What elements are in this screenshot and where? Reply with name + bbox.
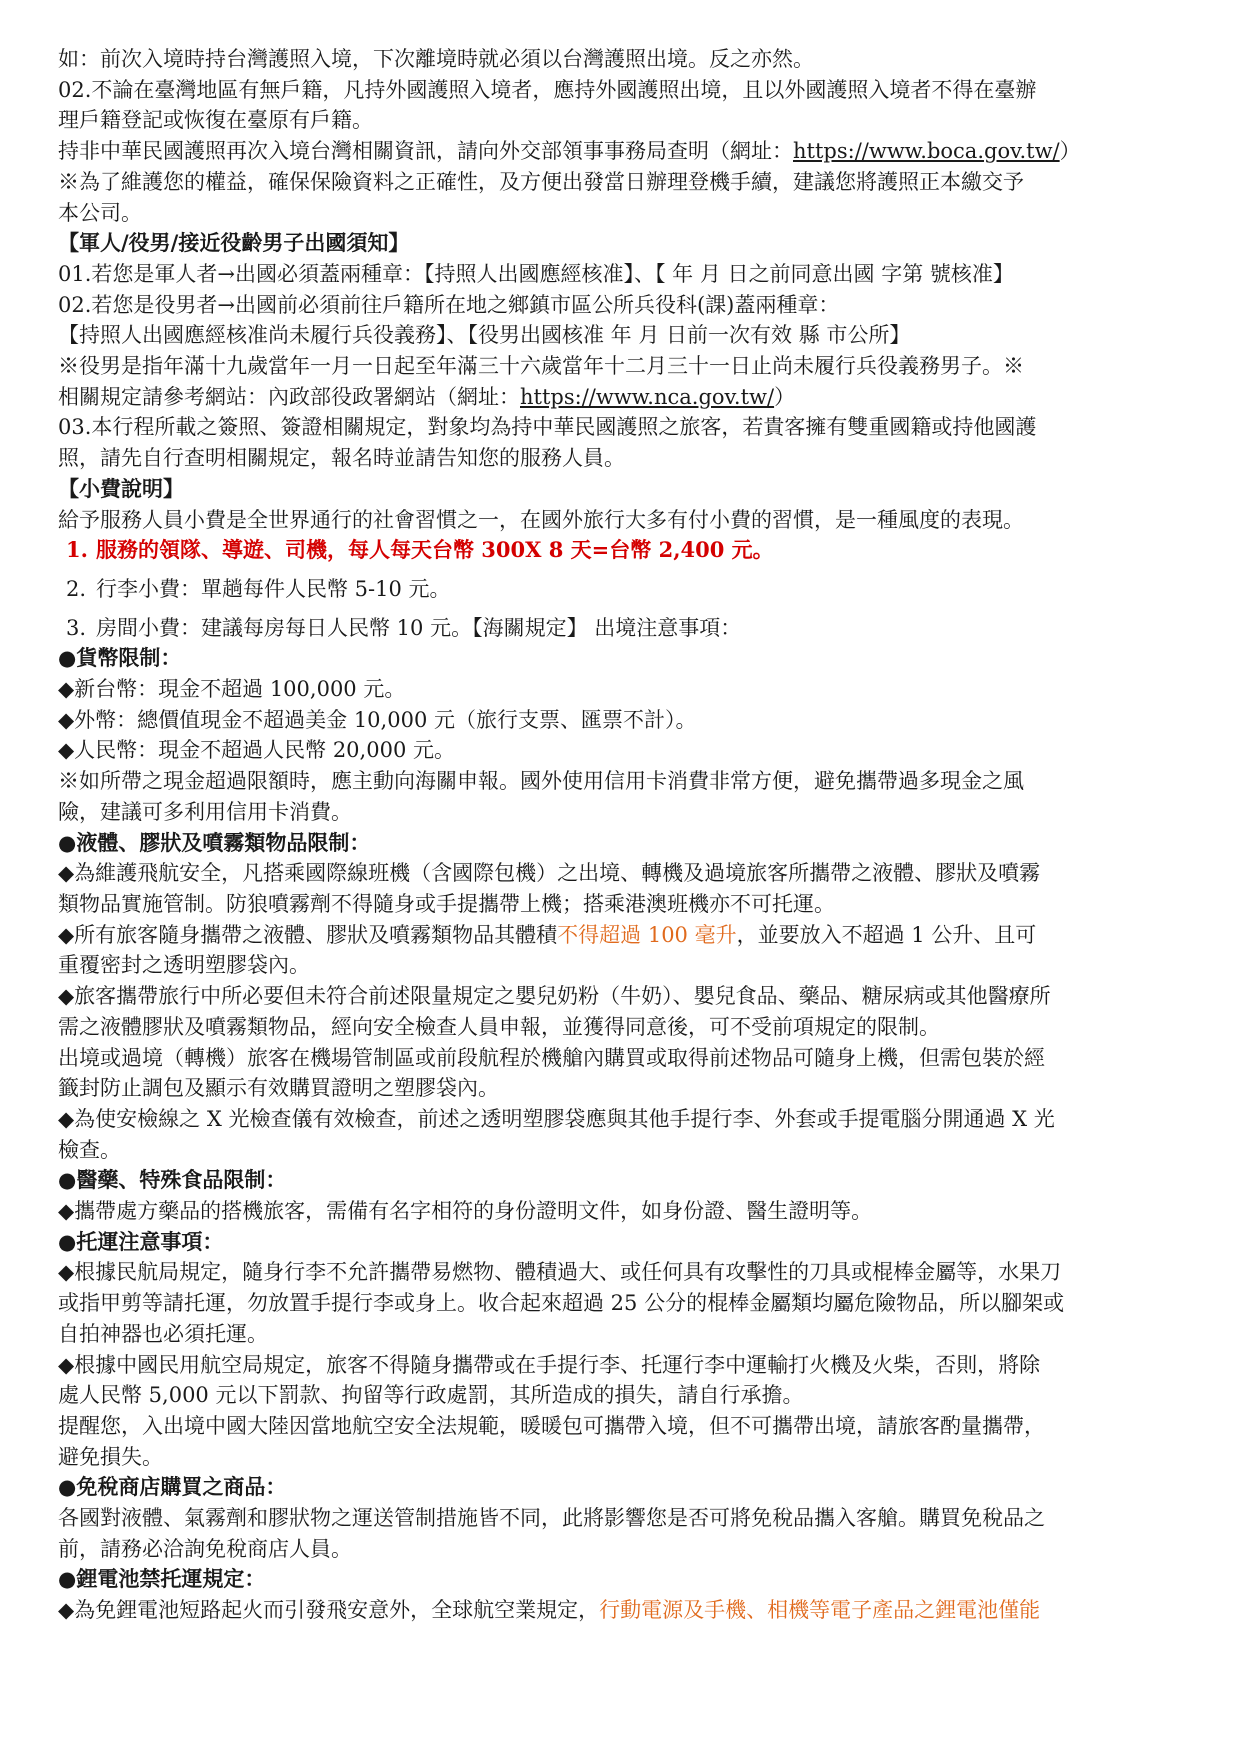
tip-item-text: 行李小費：單趟每件人民幣 5-10 元。 <box>96 576 451 601</box>
text-line: 各國對液體、氣霧劑和膠狀物之運送管制措施皆不同，此將影響您是否可將免稅品攜入客艙。購買免稅品之 <box>58 1506 1045 1531</box>
text-line: ※役男是指年滿十九歲當年一月一日起至年滿三十六歲當年十二月三十一日止尚未履行兵役義務男子。※ <box>58 354 1024 379</box>
text-line: ※如所帶之現金超過限額時，應主動向海關申報。國外使用信用卡消費非常方便，避免攜帶過多現金之風 <box>58 769 1024 794</box>
tip-item-text: 房間小費：建議每房每日人民幣 10 元。【海關規定】 出境注意事項： <box>96 615 742 640</box>
text-line: 或指甲剪等請托運，勿放置手提行李或身上。收合起來超過 25 公分的棍棒金屬類均屬危險物品，所以腳架或 <box>58 1291 1065 1316</box>
section-heading-military: 【軍人/役男/接近役齡男子出國須知】 <box>58 231 410 256</box>
text-line: ◆為維護飛航安全，凡搭乘國際線班機（含國際包機）之出境、轉機及過境旅客所攜帶之液體、膠狀及噴霧 <box>58 861 1041 886</box>
section-heading-liquids: ●液體、膠狀及噴霧類物品限制： <box>58 830 371 855</box>
item-number: 2. <box>66 576 87 601</box>
section-heading-tips: 【小費說明】 <box>58 476 184 501</box>
boca-link[interactable]: https://www.boca.gov.tw/ <box>793 139 1060 164</box>
nca-link[interactable]: https://www.nca.gov.tw/ <box>520 384 775 409</box>
highlight-text: 不得超過 100 毫升 <box>557 922 737 947</box>
text-span: ） <box>774 384 796 409</box>
text-line: ◆為使安檢線之 X 光檢查儀有效檢查，前述之透明塑膠袋應與其他手提行李、外套或手提電腦分開通過 X 光 <box>58 1106 1055 1131</box>
text-line: 處人民幣 5,000 元以下罰款、拘留等行政處罰，其所造成的損失，請自行承擔。 <box>58 1383 804 1408</box>
text-line: 自拍神器也必須托運。 <box>58 1321 268 1346</box>
text-line: 籤封防止調包及顯示有效購買證明之塑膠袋內。 <box>58 1076 499 1101</box>
text-span: 持非中華民國護照再次入境台灣相關資訊，請向外交部領事事務局查明（網址： <box>58 139 793 164</box>
section-heading-duty-free: ●免稅商店購買之商品： <box>58 1475 287 1500</box>
text-line: 如：前次入境時持台灣護照入境，下次離境時就必須以台灣護照出境。反之亦然。 <box>58 47 814 71</box>
item-number: 1. <box>66 537 88 563</box>
section-heading-lithium-battery: ●鋰電池禁托運規定： <box>58 1567 266 1592</box>
tip-item-2 <box>58 574 1188 605</box>
text-line: 出境或過境（轉機）旅客在機場管制區或前段航程於機艙內購買或取得前述物品可隨身上機，但需包裝於經 <box>58 1045 1045 1070</box>
text-line: 理戶籍登記或恢復在臺原有戶籍。 <box>58 108 373 133</box>
tip-item-text: 服務的領隊、導遊、司機，每人每天台幣 300X 8 天=台幣 2,400 元。 <box>96 537 774 563</box>
highlight-text: 行動電源及手機、相機等電子產品之鋰電池僅能 <box>599 1598 1041 1623</box>
text-line: 提醒您，入出境中國大陸因當地航空安全法規範，暖暖包可攜帶入境，但不可攜帶出境，請旅客酌量攜帶， <box>58 1413 1045 1438</box>
text-line: 險，建議可多利用信用卡消費。 <box>58 799 352 824</box>
text-line: 前，請務必洽詢免稅商店人員。 <box>58 1536 352 1561</box>
text-line: 【持照人出國應經核准尚未履行兵役義務】、【役男出國核准 年 月 日前一次有效 縣 市公所】 <box>58 323 911 348</box>
tip-item-3 <box>58 613 1188 644</box>
text-line <box>58 920 1188 951</box>
text-line: ◆外幣：總價值現金不超過美金 10,000 元（旅行支票、匯票不計）。 <box>58 707 697 732</box>
section-heading-checked-baggage: ●托運注意事項： <box>58 1229 224 1254</box>
text-line: ◆人民幣：現金不超過人民幣 20,000 元。 <box>58 738 455 763</box>
text-line: 01.若您是軍人者→出國必須蓋兩種章：【持照人出國應經核准】、【 年 月 日之前同意出國 字第 號核准】 <box>58 261 1014 286</box>
text-span: ◆為免鋰電池短路起火而引發飛安意外，全球航空業規定， <box>58 1598 600 1623</box>
item-number: 3. <box>66 615 87 640</box>
text-line: ◆根據中國民用航空局規定，旅客不得隨身攜帶或在手提行李、托運行李中運輸打火機及火柴，否則，將除 <box>58 1352 1041 1377</box>
text-line <box>58 136 1188 167</box>
text-line: 03.本行程所載之簽照、簽證相關規定，對象均為持中華民國護照之旅客，若貴客擁有雙重國籍或持他國護 <box>58 415 1037 440</box>
section-heading-currency: ●貨幣限制： <box>58 646 182 671</box>
text-span: ） <box>1059 139 1081 164</box>
text-line: 給予服務人員小費是全世界通行的社會習慣之一，在國外旅行大多有付小費的習慣，是一種風度的表現。 <box>58 507 1024 532</box>
section-heading-medicine: ●醫藥、特殊食品限制： <box>58 1168 287 1193</box>
text-span: ，並要放入不超過 1 公升、且可 <box>736 922 1037 947</box>
text-line: 類物品實施管制。防狼噴霧劑不得隨身或手提攜帶上機；搭乘港澳班機亦不可托運。 <box>58 891 835 916</box>
text-line: ◆攜帶處方藥品的搭機旅客，需備有名字相符的身份證明文件，如身份證、醫生證明等。 <box>58 1199 873 1224</box>
text-line <box>58 1595 1188 1626</box>
text-line: 照，請先自行查明相關規定，報名時並請告知您的服務人員。 <box>58 446 625 471</box>
document-page <box>58 44 1188 1626</box>
text-line <box>58 382 1188 413</box>
text-line: ※為了維護您的權益，確保保險資料之正確性，及方便出發當日辦理登機手續，建議您將護照正本繳交予 <box>58 169 1024 194</box>
text-line: 02.不論在臺灣地區有無戶籍，凡持外國護照入境者，應持外國護照出境，且以外國護照入境者不得在臺辦 <box>58 77 1037 102</box>
tip-item-1 <box>58 535 1188 566</box>
text-line: ◆根據民航局規定，隨身行李不允許攜帶易燃物、體積過大、或任何具有攻擊性的刀具或棍棒金屬等，水果刀 <box>58 1260 1062 1285</box>
text-line: ◆新台幣：現金不超過 100,000 元。 <box>58 677 406 702</box>
text-line: 避免損失。 <box>58 1444 163 1469</box>
text-line: 本公司。 <box>58 200 142 225</box>
text-line: 重覆密封之透明塑膠袋內。 <box>58 953 310 978</box>
text-line: 02.若您是役男者→出國前必須前往戶籍所在地之鄉鎮市區公所兵役科(課)蓋兩種章： <box>58 292 840 317</box>
text-line: 需之液體膠狀及噴霧類物品，經向安全檢查人員申報，並獲得同意後，可不受前項規定的限制。 <box>58 1014 940 1039</box>
text-line: 檢查。 <box>58 1137 121 1162</box>
text-line: ◆旅客攜帶旅行中所必要但未符合前述限量規定之嬰兒奶粉（牛奶）、嬰兒食品、藥品、糖尿病或其他醫療所 <box>58 984 1051 1009</box>
text-span: ◆所有旅客隨身攜帶之液體、膠狀及噴霧類物品其體積 <box>58 922 558 947</box>
text-span: 相關規定請參考網站：內政部役政署網站（網址： <box>58 384 520 409</box>
